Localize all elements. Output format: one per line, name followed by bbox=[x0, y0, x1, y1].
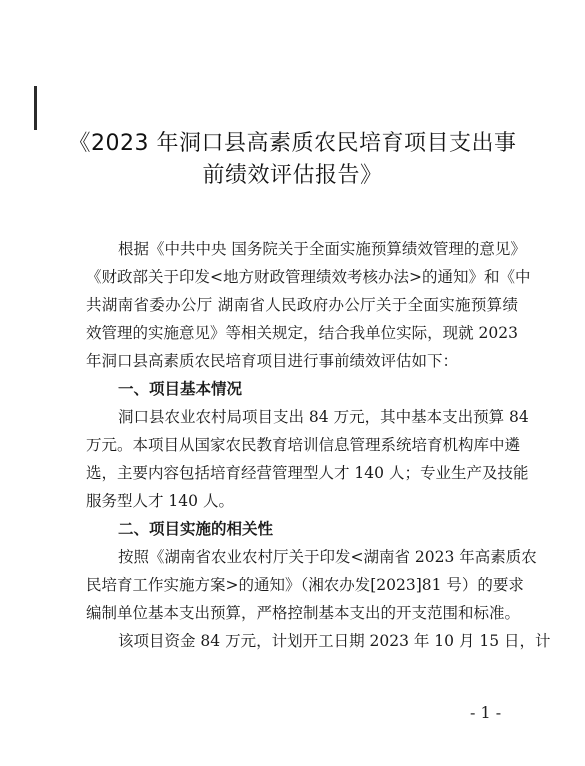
margin-mark bbox=[34, 86, 37, 130]
section1-line-2: 万元。本项目从国家农民教育培训信息管理系统培育机构库中遴 bbox=[86, 436, 521, 454]
intro-line-1: 根据《中共中央 国务院关于全面实施预算绩效管理的意见》 bbox=[118, 240, 526, 258]
title-line-1: 《2023 年洞口县高素质农民培育项目支出事 bbox=[68, 131, 517, 156]
intro-line-2: 《财政部关于印发<地方财政管理绩效考核办法>的通知》和《中 bbox=[86, 268, 531, 286]
section2-line-2: 民培育工作实施方案>的通知》（湘农办发[2023]81 号）的要求 bbox=[86, 576, 524, 594]
document-body bbox=[86, 235, 551, 655]
section-heading-1: 一、项目基本情况 bbox=[118, 380, 243, 398]
intro-line-5: 年洞口县高素质农民培育项目进行事前绩效评估如下： bbox=[86, 352, 459, 370]
intro-line-4: 效管理的实施意见》等相关规定，结合我单位实际，现就 2023 bbox=[86, 324, 518, 342]
section-2-paragraph-2 bbox=[86, 627, 551, 655]
page-number: - 1 - bbox=[470, 703, 502, 722]
section2-line-1: 按照《湖南省农业农村厅关于印发<湖南省 2023 年高素质农 bbox=[118, 548, 537, 566]
intro-line-3: 共湖南省委办公厅 湖南省人民政府办公厅关于全面实施预算绩 bbox=[86, 296, 518, 314]
section-heading-2: 二、项目实施的相关性 bbox=[118, 520, 274, 538]
section2-line-4: 该项目资金 84 万元，计划开工日期 2023 年 10 月 15 日，计 bbox=[118, 632, 551, 650]
title-line-2: 前绩效评估报告》 bbox=[202, 163, 383, 188]
section-1-paragraph bbox=[86, 403, 529, 515]
document-title bbox=[0, 128, 585, 192]
section1-line-1: 洞口县农业农村局项目支出 84 万元，其中基本支出预算 84 bbox=[118, 408, 529, 426]
section1-line-4: 服务型人才 140 人。 bbox=[86, 492, 234, 510]
section2-line-3: 编制单位基本支出预算，严格控制基本支出的开支范围和标准。 bbox=[86, 604, 521, 622]
section1-line-3: 选，主要内容包括培育经营管理型人才 140 人；专业生产及技能 bbox=[86, 464, 529, 482]
section-2-paragraph-1 bbox=[86, 543, 537, 627]
intro-paragraph bbox=[86, 235, 531, 375]
